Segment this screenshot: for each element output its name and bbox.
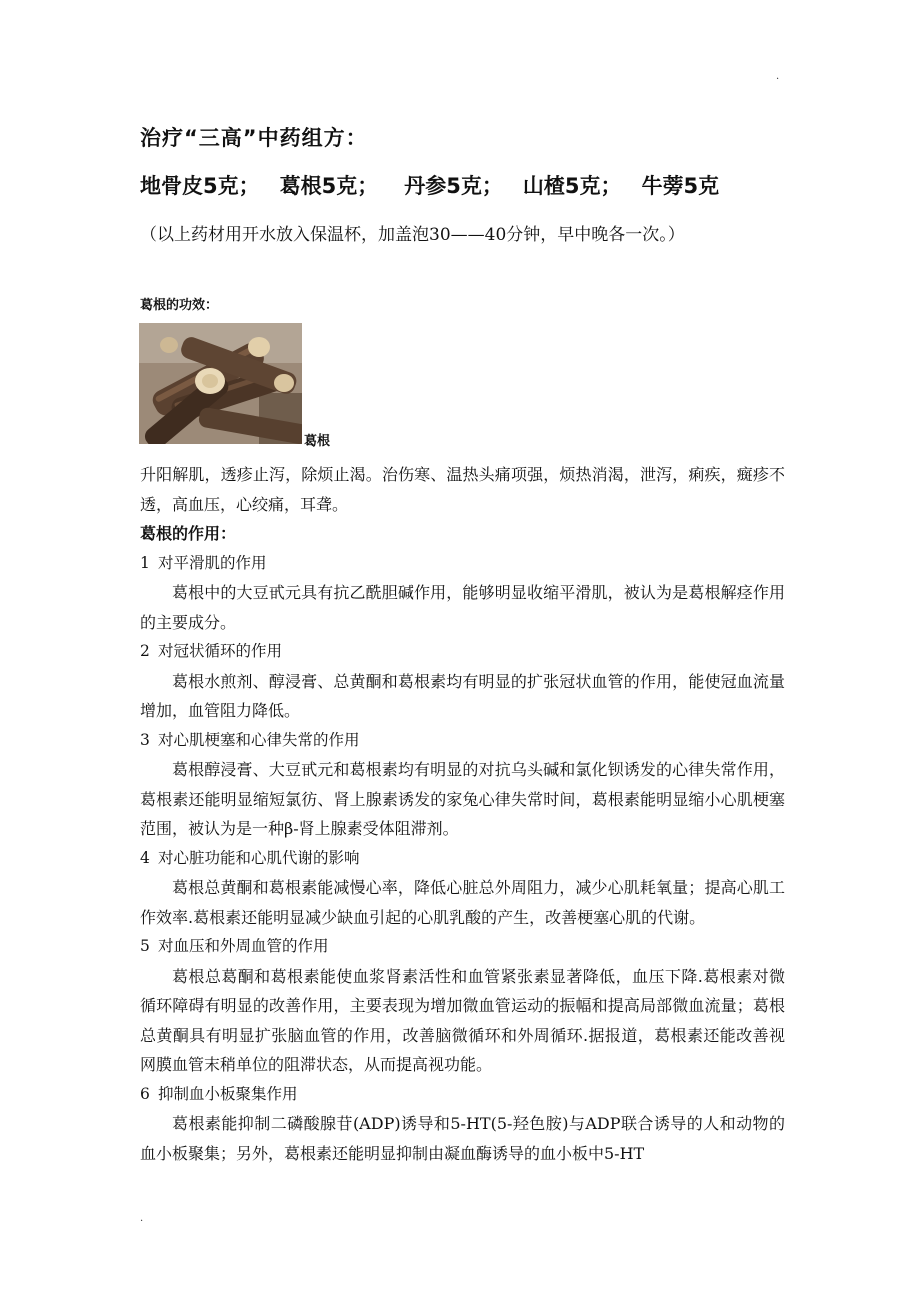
article-body [140, 460, 785, 1168]
section-number: 2 [140, 642, 150, 660]
section-text: 葛根素能抑制二磷酸腺苷(ADP)诱导和5-HT(5-羟色胺)与ADP联合诱导的人和动物的血小板聚集；另外，葛根素还能明显抑制由凝血酶诱导的血小板中5-HT [140, 1114, 785, 1163]
section-title: 对冠状循环的作用 [158, 642, 283, 660]
section-number: 5 [140, 937, 150, 955]
usage-instructions: （以上药材用开水放入保温杯，加盖泡30——40分钟，早中晚各一次。） [140, 225, 685, 245]
section-number: 4 [140, 848, 150, 867]
herb-item: 山楂5克； [522, 174, 622, 198]
section-text: 葛根水煎剂、醇浸膏、总黄酮和葛根素均有明显的扩张冠状血管的作用，能使冠血流量增加，血管阻力降低。 [140, 671, 785, 720]
section-title: 对血压和外周血管的作用 [158, 937, 329, 955]
section-title: 抑制血小板聚集作用 [158, 1084, 298, 1103]
section-number: 1 [140, 553, 150, 572]
gegen-root-photo [139, 323, 302, 444]
section-text: 葛根醇浸膏、大豆甙元和葛根素均有明显的对抗乌头碱和氯化钡诱发的心律失常作用，葛根素还能明显缩短氯彷、肾上腺素诱发的家兔心律失常时间，葛根素能明显缩小心肌梗塞范围，被认为是一种β-肾上腺素受体阻滞剂。 [140, 760, 785, 838]
section-title: 对心脏功能和心肌代谢的影响 [158, 848, 360, 867]
effect-text: 升阳解肌，透疹止泻，除烦止渴。治伤寒、温热头痛项强，烦热消渴，泄泻，痢疾，癍疹不透，高血压，心绞痛，耳聋。 [140, 465, 785, 514]
section-number: 6 [140, 1084, 150, 1103]
section-heading [140, 844, 785, 874]
herb-item: 地骨皮5克； [140, 174, 260, 198]
section-heading [140, 637, 785, 667]
herb-item: 牛蒡5克 [641, 174, 720, 198]
page-marker-top: . [776, 71, 780, 82]
section-text: 葛根总黄酮和葛根素能减慢心率，降低心脏总外周阻力，减少心肌耗氧量；提高心肌工作效率.葛根素还能明显减少缺血引起的心肌乳酸的产生，改善梗塞心肌的代谢。 [140, 878, 785, 927]
effect-heading: 葛根的功效： [140, 298, 219, 313]
photo-caption: 葛根 [304, 434, 331, 449]
herb-item: 丹参5克； [404, 174, 503, 198]
section-heading [140, 932, 785, 962]
section-text: 葛根中的大豆甙元具有抗乙酰胆碱作用，能够明显收缩平滑肌，被认为是葛根解痉作用的主要成分。 [140, 583, 785, 632]
section-number: 3 [140, 730, 150, 749]
actions-heading: 葛根的作用： [140, 524, 237, 543]
section-heading [140, 1080, 785, 1110]
page-marker-bottom: . [140, 1213, 144, 1224]
formula-title: 治疗“三高”中药组方： [140, 126, 368, 150]
herb-list [140, 170, 719, 200]
section-heading [140, 726, 785, 756]
section-heading [140, 549, 785, 579]
section-title: 对平滑肌的作用 [158, 553, 267, 572]
section-title: 对心肌梗塞和心律失常的作用 [158, 730, 360, 749]
herb-item: 葛根5克； [279, 174, 379, 198]
section-text: 葛根总葛酮和葛根素能使血浆肾素活性和血管紧张素显著降低，血压下降.葛根素对微循环障碍有明显的改善作用，主要表现为增加微血管运动的振幅和提高局部微血流量；葛根总黄酮具有明显扩张脑血管的作用，改善脑微循环和外周循环.据报道，葛根素还能改善视网膜血管末稍单位的阻滞状态，从而提高视功能。 [140, 966, 785, 1074]
